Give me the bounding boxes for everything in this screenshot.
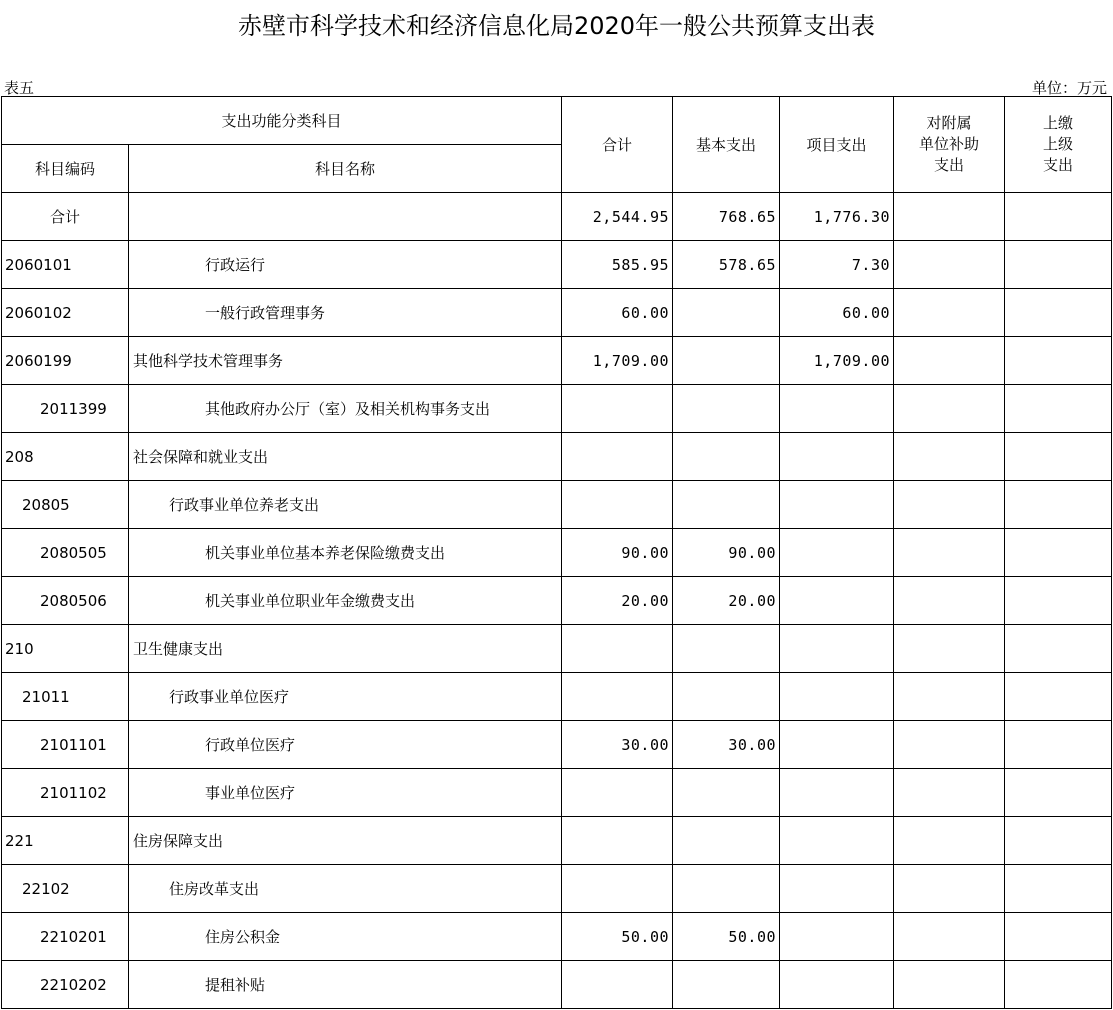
cell-project	[780, 721, 894, 769]
cell-project: 1,776.30	[780, 193, 894, 241]
cell-subsidy	[894, 193, 1005, 241]
cell-name: 其他政府办公厅（室）及相关机构事务支出	[129, 385, 562, 433]
table-row	[2, 865, 1112, 913]
header-remit-line1: 上缴	[1043, 114, 1074, 132]
header-name: 科目名称	[129, 145, 562, 193]
cell-subsidy	[894, 769, 1005, 817]
table-row	[2, 577, 1112, 625]
cell-code: 21011	[2, 673, 129, 721]
cell-subsidy	[894, 241, 1005, 289]
header-remit-line3: 支出	[1043, 156, 1074, 174]
table-row	[2, 385, 1112, 433]
cell-remit	[1005, 865, 1112, 913]
header-project: 项目支出	[780, 97, 894, 193]
cell-code: 2080506	[2, 577, 129, 625]
cell-total: 585.95	[562, 241, 673, 289]
cell-code: 2060102	[2, 289, 129, 337]
cell-project	[780, 817, 894, 865]
table-row	[2, 433, 1112, 481]
cell-project: 7.30	[780, 241, 894, 289]
cell-name: 行政运行	[129, 241, 562, 289]
cell-subsidy	[894, 865, 1005, 913]
header-subsidy	[894, 97, 1005, 193]
cell-code: 20805	[2, 481, 129, 529]
cell-remit	[1005, 913, 1112, 961]
cell-code: 208	[2, 433, 129, 481]
cell-code: 210	[2, 625, 129, 673]
table-row	[2, 721, 1112, 769]
table-row-total	[2, 193, 1112, 241]
cell-subsidy	[894, 721, 1005, 769]
table-row	[2, 625, 1112, 673]
cell-remit	[1005, 433, 1112, 481]
cell-code: 2080505	[2, 529, 129, 577]
cell-total: 90.00	[562, 529, 673, 577]
cell-name: 行政事业单位医疗	[129, 673, 562, 721]
cell-basic: 20.00	[673, 577, 780, 625]
cell-subsidy	[894, 289, 1005, 337]
cell-name	[129, 193, 562, 241]
cell-name: 事业单位医疗	[129, 769, 562, 817]
cell-basic	[673, 769, 780, 817]
cell-name: 行政单位医疗	[129, 721, 562, 769]
cell-subsidy	[894, 577, 1005, 625]
cell-total	[562, 433, 673, 481]
header-subsidy-line2: 单位补助	[919, 135, 980, 153]
cell-remit	[1005, 961, 1112, 1009]
cell-subsidy	[894, 337, 1005, 385]
cell-project	[780, 433, 894, 481]
cell-remit	[1005, 337, 1112, 385]
cell-name: 行政事业单位养老支出	[129, 481, 562, 529]
table-row	[2, 961, 1112, 1009]
header-code: 科目编码	[2, 145, 129, 193]
cell-project	[780, 625, 894, 673]
cell-subsidy	[894, 625, 1005, 673]
table-label: 表五	[4, 79, 35, 97]
cell-project	[780, 385, 894, 433]
cell-project	[780, 481, 894, 529]
cell-remit	[1005, 289, 1112, 337]
table-row	[2, 529, 1112, 577]
header-basic: 基本支出	[673, 97, 780, 193]
cell-total	[562, 673, 673, 721]
cell-name: 住房改革支出	[129, 865, 562, 913]
cell-code: 22102	[2, 865, 129, 913]
cell-code: 2101102	[2, 769, 129, 817]
cell-total	[562, 817, 673, 865]
cell-remit	[1005, 817, 1112, 865]
cell-total: 30.00	[562, 721, 673, 769]
cell-name: 社会保障和就业支出	[129, 433, 562, 481]
cell-name: 一般行政管理事务	[129, 289, 562, 337]
cell-remit	[1005, 481, 1112, 529]
cell-name: 卫生健康支出	[129, 625, 562, 673]
cell-remit	[1005, 577, 1112, 625]
cell-total	[562, 769, 673, 817]
header-category-group: 支出功能分类科目	[2, 97, 562, 145]
cell-basic	[673, 817, 780, 865]
cell-basic: 90.00	[673, 529, 780, 577]
cell-code: 2210202	[2, 961, 129, 1009]
cell-code: 2210201	[2, 913, 129, 961]
header-remit-line2: 上级	[1043, 135, 1074, 153]
cell-project	[780, 769, 894, 817]
cell-total	[562, 385, 673, 433]
cell-basic	[673, 289, 780, 337]
table-row	[2, 817, 1112, 865]
cell-subsidy	[894, 385, 1005, 433]
cell-project: 1,709.00	[780, 337, 894, 385]
cell-basic	[673, 337, 780, 385]
cell-total: 60.00	[562, 289, 673, 337]
cell-remit	[1005, 385, 1112, 433]
cell-basic: 768.65	[673, 193, 780, 241]
cell-code: 2011399	[2, 385, 129, 433]
cell-subsidy	[894, 913, 1005, 961]
cell-project	[780, 529, 894, 577]
cell-basic: 578.65	[673, 241, 780, 289]
cell-basic	[673, 673, 780, 721]
cell-name: 其他科学技术管理事务	[129, 337, 562, 385]
cell-basic	[673, 433, 780, 481]
cell-code: 2101101	[2, 721, 129, 769]
cell-total: 50.00	[562, 913, 673, 961]
cell-subsidy	[894, 961, 1005, 1009]
cell-remit	[1005, 193, 1112, 241]
cell-basic	[673, 625, 780, 673]
cell-project	[780, 865, 894, 913]
cell-basic: 50.00	[673, 913, 780, 961]
cell-name: 住房公积金	[129, 913, 562, 961]
cell-project	[780, 673, 894, 721]
cell-total	[562, 481, 673, 529]
cell-name: 机关事业单位基本养老保险缴费支出	[129, 529, 562, 577]
cell-project	[780, 913, 894, 961]
cell-code: 221	[2, 817, 129, 865]
cell-code: 2060101	[2, 241, 129, 289]
cell-remit	[1005, 673, 1112, 721]
cell-code: 合计	[2, 193, 129, 241]
cell-total: 20.00	[562, 577, 673, 625]
cell-name: 机关事业单位职业年金缴费支出	[129, 577, 562, 625]
unit-label: 单位：万元	[1031, 79, 1107, 97]
cell-basic	[673, 961, 780, 1009]
cell-name: 住房保障支出	[129, 817, 562, 865]
cell-project	[780, 577, 894, 625]
header-subsidy-line3: 支出	[934, 156, 965, 174]
cell-total	[562, 961, 673, 1009]
header-total: 合计	[562, 97, 673, 193]
table-row	[2, 913, 1112, 961]
cell-total	[562, 865, 673, 913]
cell-subsidy	[894, 433, 1005, 481]
cell-basic	[673, 385, 780, 433]
table-row	[2, 337, 1112, 385]
table-header	[2, 97, 1112, 193]
cell-remit	[1005, 721, 1112, 769]
cell-total	[562, 625, 673, 673]
cell-subsidy	[894, 673, 1005, 721]
cell-total: 2,544.95	[562, 193, 673, 241]
cell-basic: 30.00	[673, 721, 780, 769]
table-row	[2, 673, 1112, 721]
cell-subsidy	[894, 817, 1005, 865]
budget-table	[1, 96, 1112, 1009]
cell-project: 60.00	[780, 289, 894, 337]
table-row	[2, 241, 1112, 289]
cell-basic	[673, 481, 780, 529]
cell-subsidy	[894, 529, 1005, 577]
header-subsidy-line1: 对附属	[926, 114, 972, 132]
cell-subsidy	[894, 481, 1005, 529]
page-title: 赤壁市科学技术和经济信息化局2020年一般公共预算支出表	[237, 12, 876, 40]
table-row	[2, 769, 1112, 817]
cell-project	[780, 961, 894, 1009]
cell-name: 提租补贴	[129, 961, 562, 1009]
table-body	[2, 193, 1112, 1009]
cell-code: 2060199	[2, 337, 129, 385]
cell-remit	[1005, 625, 1112, 673]
cell-total: 1,709.00	[562, 337, 673, 385]
cell-basic	[673, 865, 780, 913]
cell-remit	[1005, 529, 1112, 577]
table-row	[2, 481, 1112, 529]
header-row-top	[2, 97, 1112, 145]
cell-remit	[1005, 241, 1112, 289]
cell-remit	[1005, 769, 1112, 817]
table-row	[2, 289, 1112, 337]
header-remit	[1005, 97, 1112, 193]
